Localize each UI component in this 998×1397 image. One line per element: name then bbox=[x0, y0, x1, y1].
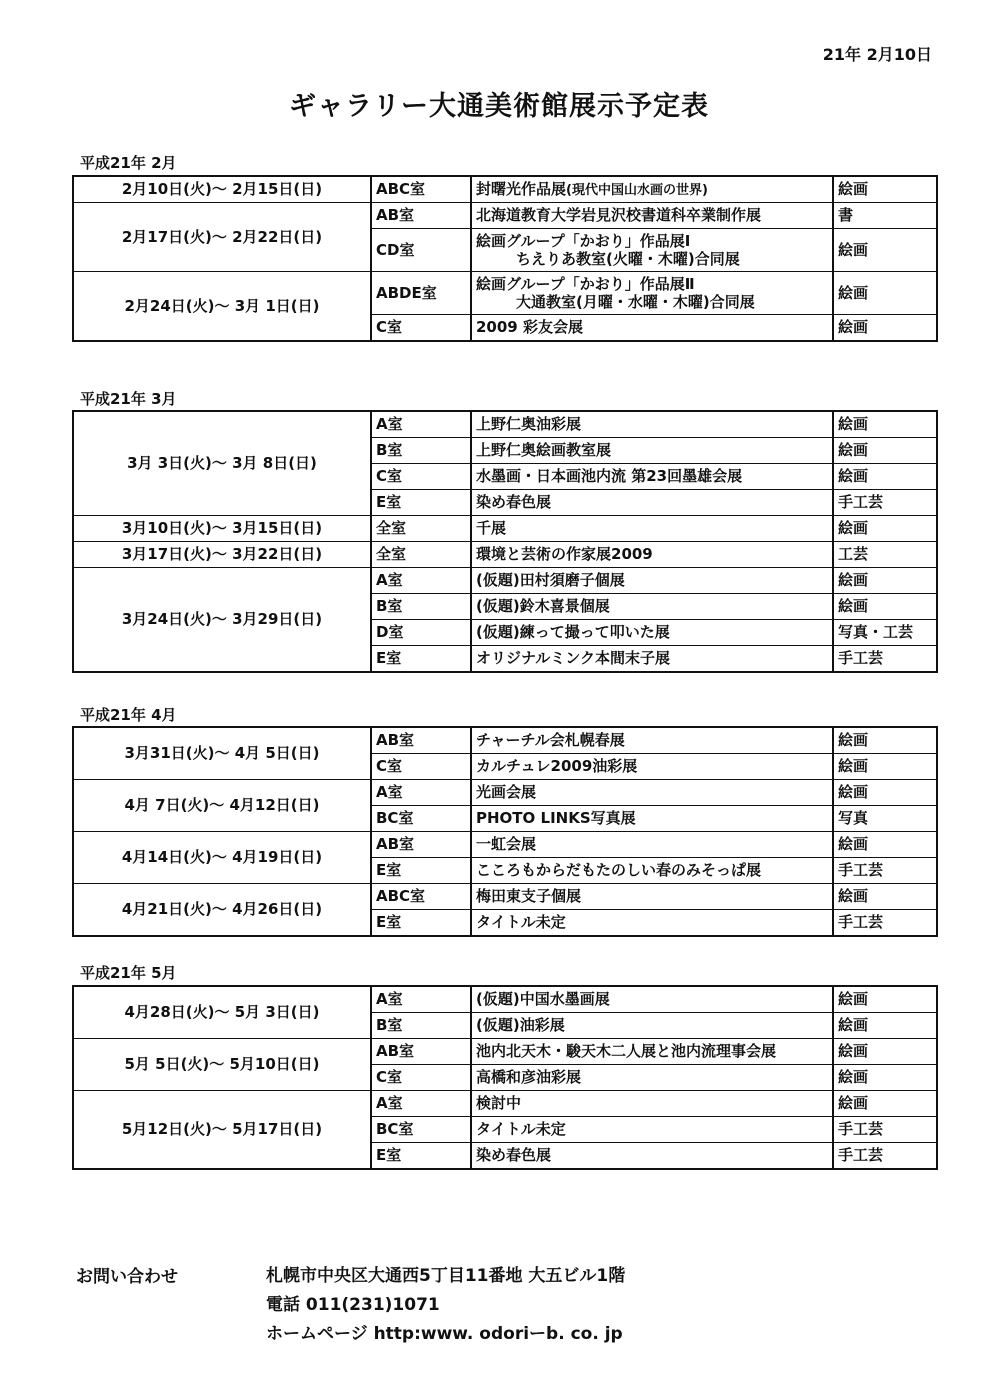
genre-cell: 手工芸 bbox=[833, 910, 937, 937]
exhibition-cell: (仮題)油彩展 bbox=[471, 1013, 833, 1039]
genre-cell: 絵画 bbox=[833, 315, 937, 342]
exhibition-cell: 光画会展 bbox=[471, 780, 833, 806]
room-cell: C室 bbox=[371, 464, 471, 490]
exhibition-cell: (仮題)中国水墨画展 bbox=[471, 986, 833, 1013]
exhibition-cell: 環境と芸術の作家展2009 bbox=[471, 542, 833, 568]
genre-cell: 書 bbox=[833, 203, 937, 229]
exhibition-cell: (仮題)練って撮って叩いた展 bbox=[471, 620, 833, 646]
genre-cell: 絵画 bbox=[833, 464, 937, 490]
exhibition-subtitle: (現代中国山水画の世界) bbox=[566, 182, 708, 198]
table-row bbox=[73, 727, 937, 754]
contact-info bbox=[266, 1262, 625, 1349]
room-cell: ABC室 bbox=[371, 884, 471, 910]
exhibition-cell: タイトル未定 bbox=[471, 910, 833, 937]
exhibition-cell bbox=[471, 272, 833, 315]
genre-cell: 絵画 bbox=[833, 411, 937, 438]
exhibition-subtitle: 大通教室(月曜・水曜・木曜)合同展 bbox=[516, 293, 755, 311]
genre-cell: 工芸 bbox=[833, 542, 937, 568]
exhibition-cell: こころもからだもたのしい春のみそっぱ展 bbox=[471, 858, 833, 884]
exhibition-cell bbox=[471, 176, 833, 203]
genre-cell: 手工芸 bbox=[833, 858, 937, 884]
genre-cell: 絵画 bbox=[833, 568, 937, 594]
contact-address: 札幌市中央区大通西5丁目11番地 大五ビル1階 bbox=[266, 1266, 626, 1286]
exhibition-cell: 千展 bbox=[471, 516, 833, 542]
room-cell: AB室 bbox=[371, 727, 471, 754]
genre-cell: 絵画 bbox=[833, 594, 937, 620]
exhibition-cell: チャーチル会札幌春展 bbox=[471, 727, 833, 754]
schedule-table-apr bbox=[72, 726, 938, 937]
exhibition-cell: カルチュレ2009油彩展 bbox=[471, 754, 833, 780]
period-cell: 4月14日(火)～ 4月19日(日) bbox=[73, 832, 371, 884]
table-row bbox=[73, 986, 937, 1013]
genre-cell: 絵画 bbox=[833, 272, 937, 315]
contact-label: お問い合わせ bbox=[76, 1267, 178, 1287]
genre-cell: 手工芸 bbox=[833, 1143, 937, 1170]
genre-cell: 写真 bbox=[833, 806, 937, 832]
table-row bbox=[73, 176, 937, 203]
genre-cell: 絵画 bbox=[833, 727, 937, 754]
period-cell: 3月24日(火)～ 3月29日(日) bbox=[73, 568, 371, 673]
genre-cell: 絵画 bbox=[833, 516, 937, 542]
period-cell: 2月10日(火)～ 2月15日(日) bbox=[73, 176, 371, 203]
room-cell: E室 bbox=[371, 490, 471, 516]
period-cell: 4月 7日(火)～ 4月12日(日) bbox=[73, 780, 371, 832]
period-cell: 3月10日(火)～ 3月15日(日) bbox=[73, 516, 371, 542]
period-cell: 3月31日(火)～ 4月 5日(日) bbox=[73, 727, 371, 780]
room-cell: E室 bbox=[371, 646, 471, 673]
room-cell: B室 bbox=[371, 594, 471, 620]
room-cell: E室 bbox=[371, 910, 471, 937]
genre-cell: 絵画 bbox=[833, 1013, 937, 1039]
room-cell: E室 bbox=[371, 1143, 471, 1170]
schedule-table-mar bbox=[72, 410, 938, 673]
room-cell: ABDE室 bbox=[371, 272, 471, 315]
month-label-apr: 平成21年 4月 bbox=[80, 706, 177, 724]
table-row bbox=[73, 780, 937, 806]
room-cell: AB室 bbox=[371, 1039, 471, 1065]
exhibition-cell: 梅田東支子個展 bbox=[471, 884, 833, 910]
period-cell: 4月21日(火)～ 4月26日(日) bbox=[73, 884, 371, 937]
exhibition-cell bbox=[471, 229, 833, 272]
room-cell: B室 bbox=[371, 438, 471, 464]
contact-phone: 電話 011(231)1071 bbox=[266, 1295, 440, 1315]
exhibition-cell: 2009 彩友会展 bbox=[471, 315, 833, 342]
room-cell: A室 bbox=[371, 780, 471, 806]
schedule-table-may bbox=[72, 985, 938, 1170]
genre-cell: 絵画 bbox=[833, 1091, 937, 1117]
table-row bbox=[73, 272, 937, 315]
genre-cell: 絵画 bbox=[833, 884, 937, 910]
room-cell: CD室 bbox=[371, 229, 471, 272]
schedule-table-feb bbox=[72, 175, 938, 342]
genre-cell: 絵画 bbox=[833, 1065, 937, 1091]
exhibition-cell: 一虹会展 bbox=[471, 832, 833, 858]
genre-cell: 絵画 bbox=[833, 832, 937, 858]
room-cell: AB室 bbox=[371, 832, 471, 858]
exhibition-cell: 染め春色展 bbox=[471, 490, 833, 516]
genre-cell: 絵画 bbox=[833, 754, 937, 780]
period-cell: 3月 3日(火)～ 3月 8日(日) bbox=[73, 411, 371, 516]
period-cell: 5月12日(火)～ 5月17日(日) bbox=[73, 1091, 371, 1170]
exhibition-title: 封曙光作品展 bbox=[476, 179, 567, 198]
month-label-may: 平成21年 5月 bbox=[80, 964, 177, 982]
room-cell: A室 bbox=[371, 1091, 471, 1117]
room-cell: E室 bbox=[371, 858, 471, 884]
table-row bbox=[73, 411, 937, 438]
month-label-mar: 平成21年 3月 bbox=[80, 390, 177, 408]
exhibition-cell: 北海道教育大学岩見沢校書道科卒業制作展 bbox=[471, 203, 833, 229]
exhibition-cell: 水墨画・日本画池内流 第23回墨雄会展 bbox=[471, 464, 833, 490]
period-cell: 2月17日(火)～ 2月22日(日) bbox=[73, 203, 371, 272]
exhibition-cell: 池内北天木・駿天木二人展と池内流理事会展 bbox=[471, 1039, 833, 1065]
exhibition-cell: (仮題)田村須磨子個展 bbox=[471, 568, 833, 594]
room-cell: C室 bbox=[371, 315, 471, 342]
exhibition-cell: 上野仁奥油彩展 bbox=[471, 411, 833, 438]
exhibition-cell: 検討中 bbox=[471, 1091, 833, 1117]
exhibition-title: 絵画グループ「かおり」作品展Ⅱ bbox=[476, 275, 695, 293]
room-cell: B室 bbox=[371, 1013, 471, 1039]
genre-cell: 絵画 bbox=[833, 229, 937, 272]
genre-cell: 絵画 bbox=[833, 780, 937, 806]
exhibition-cell: タイトル未定 bbox=[471, 1117, 833, 1143]
exhibition-title: 絵画グループ「かおり」作品展Ⅰ bbox=[476, 232, 691, 250]
exhibition-cell: 染め春色展 bbox=[471, 1143, 833, 1170]
exhibition-cell: 上野仁奥絵画教室展 bbox=[471, 438, 833, 464]
genre-cell: 絵画 bbox=[833, 438, 937, 464]
table-row bbox=[73, 568, 937, 594]
page-title: ギャラリー大通美術館展示予定表 bbox=[289, 91, 709, 122]
month-label-feb: 平成21年 2月 bbox=[80, 154, 177, 172]
genre-cell: 写真・工芸 bbox=[833, 620, 937, 646]
table-row bbox=[73, 1091, 937, 1117]
room-cell: C室 bbox=[371, 1065, 471, 1091]
exhibition-cell: オリジナルミンク本間末子展 bbox=[471, 646, 833, 673]
exhibition-subtitle: ちえりあ教室(火曜・木曜)合同展 bbox=[516, 250, 740, 268]
genre-cell: 手工芸 bbox=[833, 490, 937, 516]
room-cell: AB室 bbox=[371, 203, 471, 229]
table-row bbox=[73, 832, 937, 858]
room-cell: 全室 bbox=[371, 516, 471, 542]
room-cell: 全室 bbox=[371, 542, 471, 568]
genre-cell: 手工芸 bbox=[833, 1117, 937, 1143]
genre-cell: 絵画 bbox=[833, 176, 937, 203]
table-row bbox=[73, 203, 937, 229]
room-cell: BC室 bbox=[371, 806, 471, 832]
table-row bbox=[73, 516, 937, 542]
table-row bbox=[73, 1039, 937, 1065]
table-row bbox=[73, 542, 937, 568]
genre-cell: 絵画 bbox=[833, 1039, 937, 1065]
room-cell: A室 bbox=[371, 568, 471, 594]
table-row bbox=[73, 884, 937, 910]
period-cell: 3月17日(火)～ 3月22日(日) bbox=[73, 542, 371, 568]
room-cell: A室 bbox=[371, 986, 471, 1013]
room-cell: C室 bbox=[371, 754, 471, 780]
contact-homepage: ホームページ http:www. odoriーb. co. jp bbox=[266, 1324, 623, 1344]
exhibition-cell: 高橋和彦油彩展 bbox=[471, 1065, 833, 1091]
room-cell: A室 bbox=[371, 411, 471, 438]
document-date: 21年 2月10日 bbox=[822, 45, 932, 64]
room-cell: BC室 bbox=[371, 1117, 471, 1143]
exhibition-cell: PHOTO LINKS写真展 bbox=[471, 806, 833, 832]
period-cell: 5月 5日(火)～ 5月10日(日) bbox=[73, 1039, 371, 1091]
genre-cell: 絵画 bbox=[833, 986, 937, 1013]
room-cell: D室 bbox=[371, 620, 471, 646]
period-cell: 2月24日(火)～ 3月 1日(日) bbox=[73, 272, 371, 342]
period-cell: 4月28日(火)～ 5月 3日(日) bbox=[73, 986, 371, 1039]
genre-cell: 手工芸 bbox=[833, 646, 937, 673]
room-cell: ABC室 bbox=[371, 176, 471, 203]
exhibition-cell: (仮題)鈴木喜景個展 bbox=[471, 594, 833, 620]
